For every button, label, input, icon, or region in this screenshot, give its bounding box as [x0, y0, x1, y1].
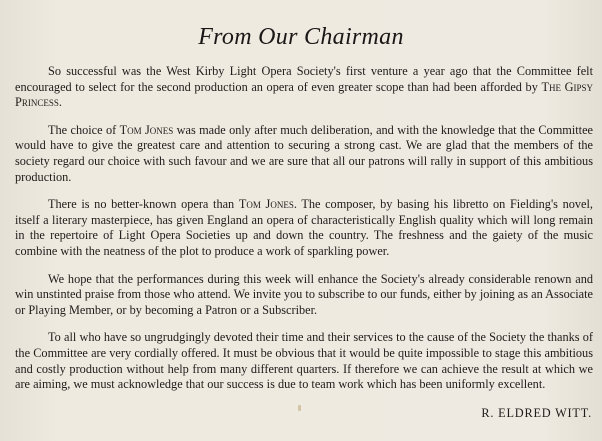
- paragraph-5: To all who have so ungrudgingly devoted their time and their services to the cause of the Society the thanks of the Committee are very cordially offered. It must be obvious that it would be quite impossible to stage this ambitious and costly production without help from many different quarters. If therefore we can achieve the result at which we are aiming, we must acknowledge that our success is due to team work which has been uniformly excellent.: [15, 330, 593, 392]
- opera-title-gipsy-princess: The Gipsy Princess: [15, 79, 593, 110]
- paragraph-3-start: There is no better-known opera than: [48, 197, 239, 212]
- letter-body: [15, 64, 593, 405]
- paragraph-1: [15, 64, 593, 111]
- paragraph-1-end: .: [58, 95, 62, 110]
- paragraph-4: We hope that the performances during this week will enhance the Society's already considerable renown and win unstinted praise from those who attend. We invite you to subscribe to our funds, either by joining as an Associate or Playing Member, or by becoming a Patron or a Subscriber.: [15, 271, 593, 317]
- opera-title-tom-jones: Tom Jones: [119, 122, 174, 137]
- signature: R. ELDRED WITT.: [481, 406, 592, 420]
- paragraph-2: [15, 123, 593, 185]
- opera-title-tom-jones: Tom Jones: [238, 197, 294, 212]
- page-title: From Our Chairman: [198, 24, 404, 50]
- paragraph-3-text: . The composer, by basing his libretto on Fielding's novel, itself a literary masterpiece, has given England an opera of characteristically English quality which will long remain in the repertoire of Light Opera Societies up and down the country. The freshness and the gaiety of the music combine with the neatness of the plot to produce a work of sparkling power.: [15, 197, 593, 258]
- paragraph-1-text: So successful was the West Kirby Light Opera Society's first venture a year ago that the Committee felt encouraged to select for the second production an opera of even greater scope than had been afforded by: [15, 64, 593, 94]
- paragraph-3: [15, 197, 593, 259]
- paragraph-2-start: The choice of: [48, 122, 120, 137]
- paragraph-2-text: was made only after much deliberation, and with the knowledge that the Committee would have to give the greatest care and attention to securing a strong cast. We are glad that the members of the society regard our choice with such favour and we are sure that all our patrons will rally in support of this ambitious production.: [15, 122, 593, 184]
- paper-blemish: [298, 405, 301, 411]
